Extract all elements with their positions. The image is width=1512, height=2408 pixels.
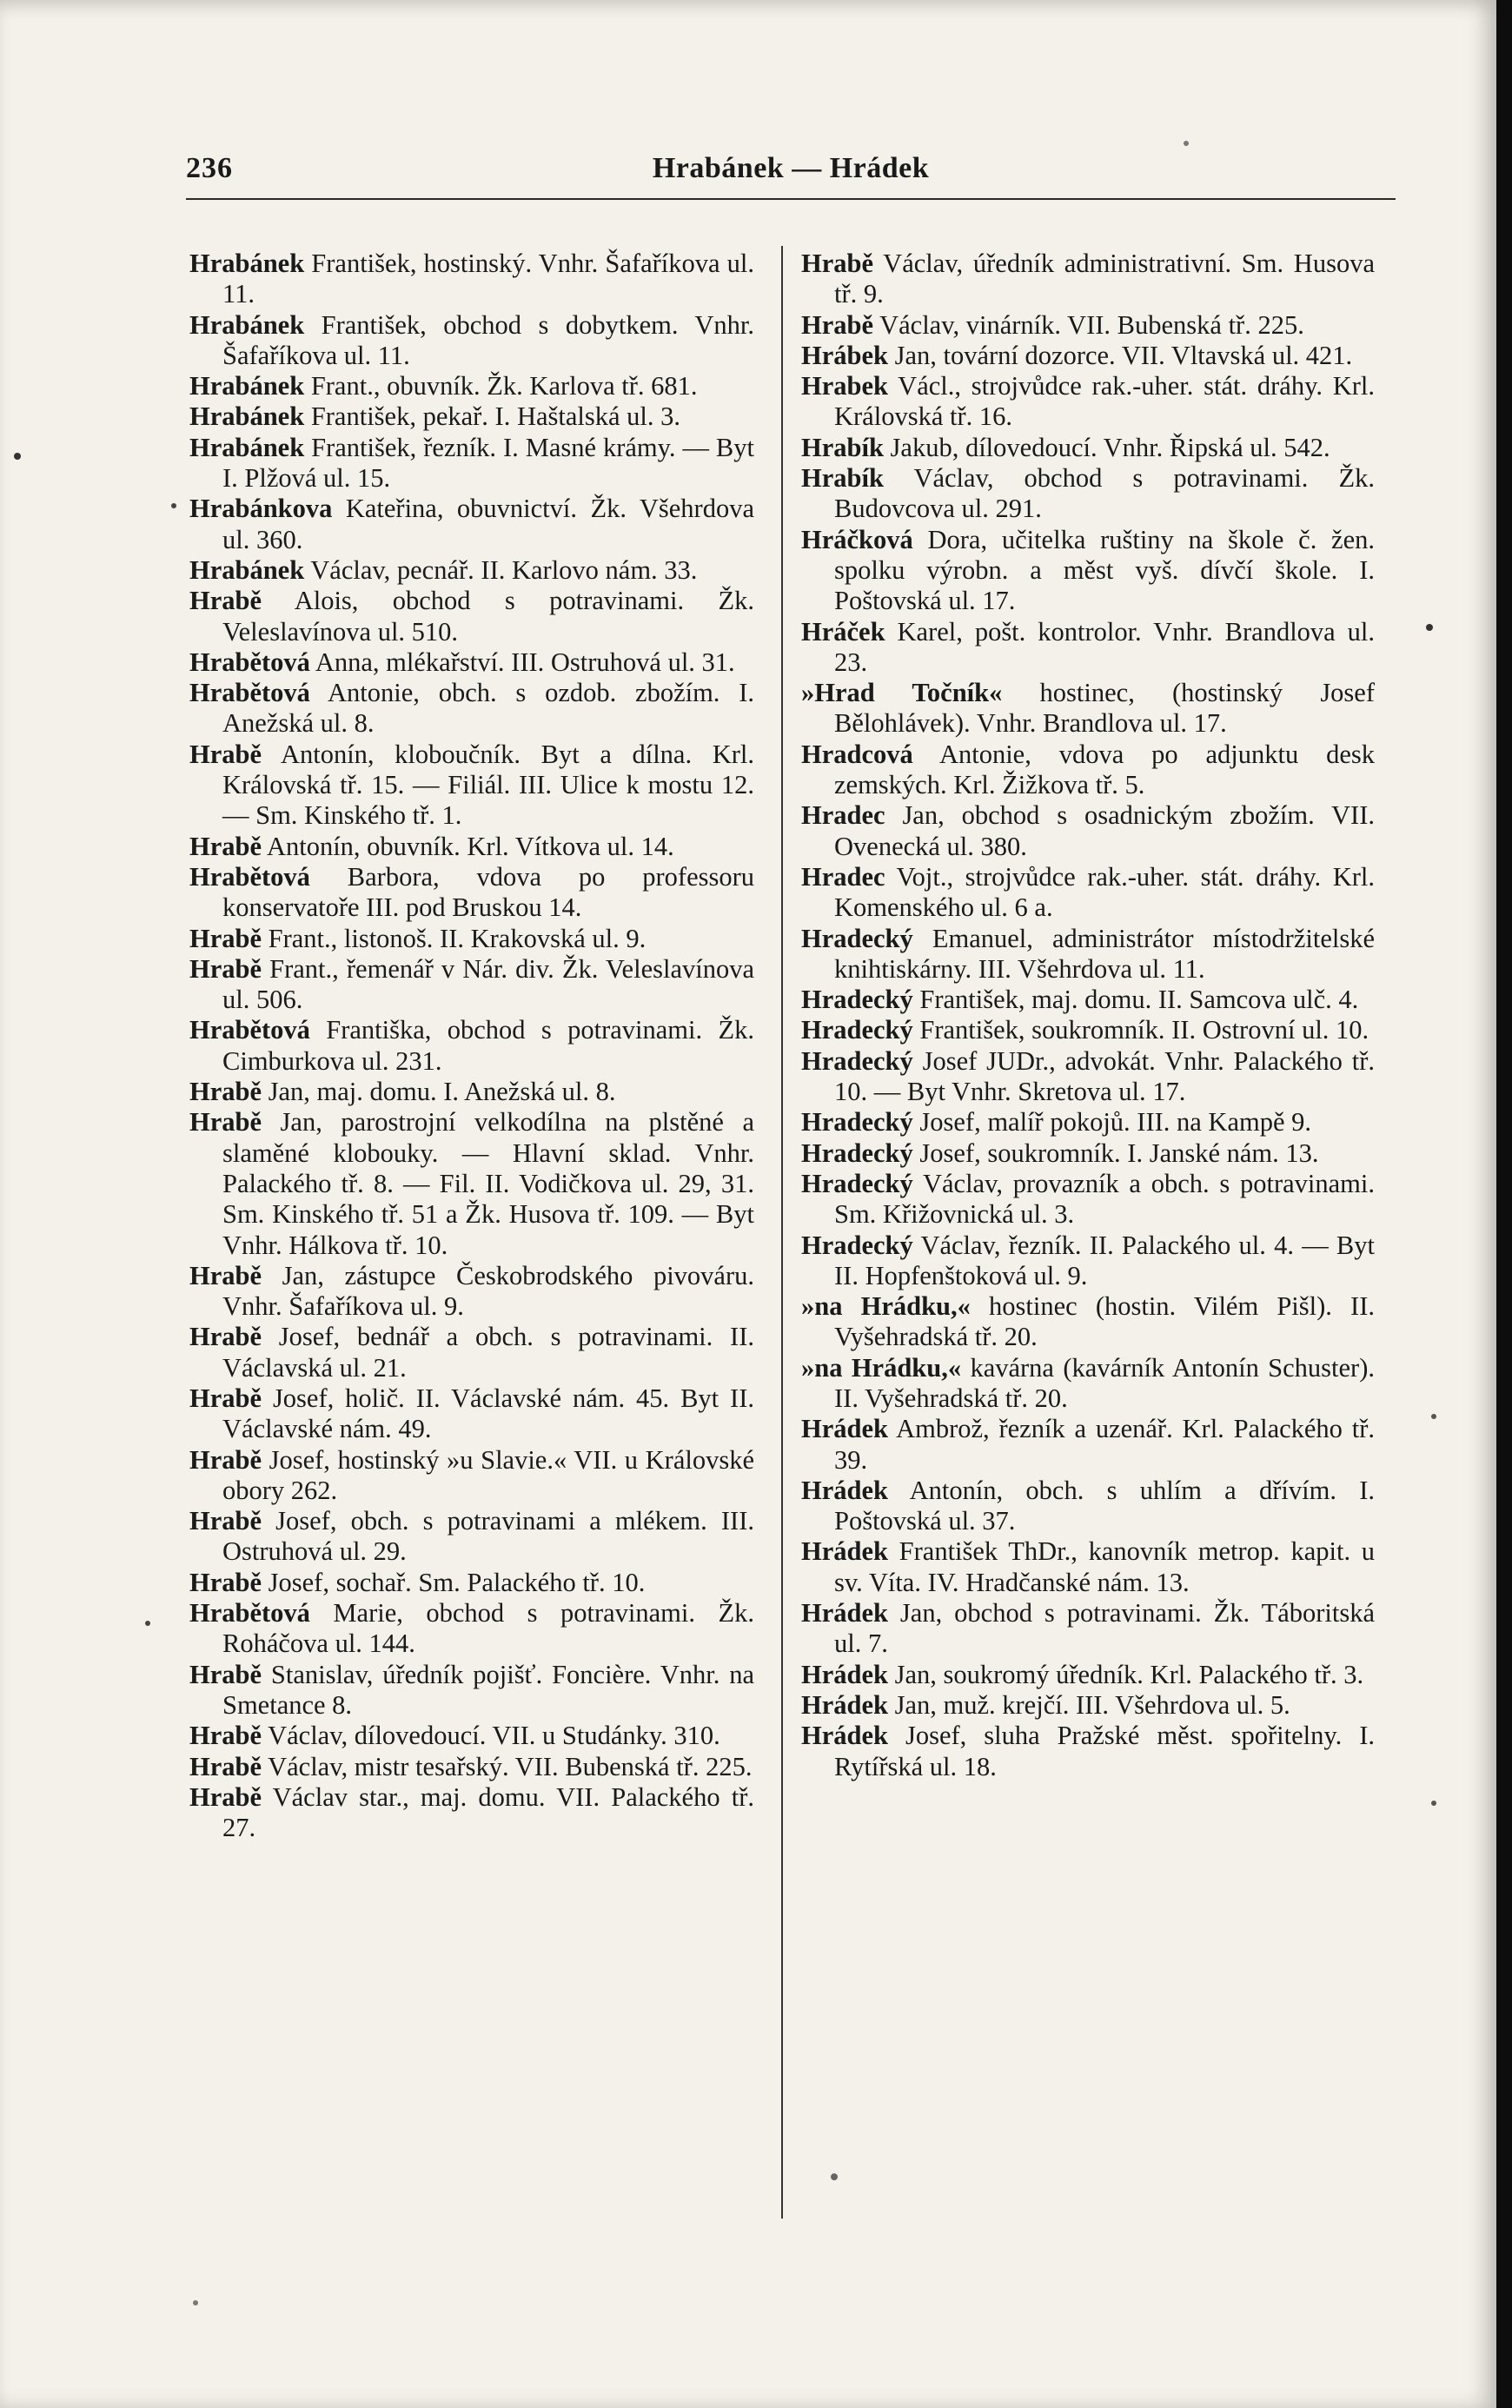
entry-details: Antonie, obch. s ozdob. zbožím. I. Anežská ul. 8. — [222, 678, 754, 739]
entry-surname: Hrabánek — [189, 554, 305, 585]
entry-details: Josef, sochař. Sm. Palackého tř. 10. — [262, 1567, 646, 1597]
entry-details: František, soukromník. II. Ostrovní ul. 10. — [912, 1015, 1369, 1045]
entry-details: Františka, obchod s potravinami. Žk. Cimburkova ul. 231. — [222, 1015, 754, 1076]
directory-entry — [801, 678, 1375, 740]
entry-surname: Hrabánek — [189, 401, 305, 432]
directory-entry — [189, 1721, 754, 1751]
directory-entry — [801, 1107, 1375, 1138]
directory-entry — [189, 433, 754, 494]
entry-details: Jan, zástupce Českobrodského pivováru. Vnhr. Šafaříkova ul. 9. — [222, 1260, 754, 1322]
directory-entry — [801, 1690, 1375, 1721]
directory-entry — [189, 494, 754, 555]
running-head: Hrabánek — Hrádek — [652, 152, 930, 184]
entry-details: František, řezník. I. Masné krámy. — Byt I. Plžová ul. 15. — [222, 432, 754, 494]
directory-entry — [801, 249, 1375, 310]
directory-entry — [801, 1414, 1375, 1476]
entry-details: Václav, vinárník. VII. Bubenská tř. 225. — [873, 309, 1304, 340]
directory-entry — [189, 1598, 754, 1660]
directory-entry — [189, 555, 754, 586]
entry-surname: Hrádek — [801, 1689, 888, 1720]
directory-entry — [189, 1752, 754, 1782]
entry-details: Barbora, vdova po professoru konservatoře III. pod Bruskou 14. — [222, 861, 754, 923]
directory-entry — [801, 1231, 1375, 1292]
entry-surname: Hrabě — [189, 1659, 262, 1689]
entry-surname: Hradecký — [801, 1168, 913, 1198]
entry-surname: Hrabánek — [189, 432, 305, 462]
entry-details: František, maj. domu. II. Samcova ulč. 4. — [912, 985, 1359, 1015]
entry-details: Václav, provazník a obch. s potravinami. Sm. Křižovnická ul. 3. — [834, 1168, 1375, 1230]
page-number: 236 — [186, 152, 233, 184]
entry-surname: Hrádek — [801, 1536, 888, 1567]
entry-surname: Hradecký — [801, 1015, 913, 1045]
entry-surname: Hrabě — [189, 1781, 262, 1812]
entry-surname: Hrabánek — [189, 249, 305, 278]
entry-details: Antonie, vdova po adjunktu desk zemských. Krl. Žižkova tř. 5. — [834, 739, 1375, 800]
directory-entry — [801, 1046, 1375, 1108]
entry-details: Václav, obchod s potravinami. Žk. Budovcova ul. 291. — [834, 463, 1375, 524]
entry-surname: Hrabě — [189, 1444, 262, 1475]
entry-surname: Hrabětová — [189, 678, 310, 708]
entry-surname: Hradecký — [801, 1138, 913, 1168]
directory-entry — [189, 740, 754, 832]
directory-entry — [189, 1322, 754, 1383]
entry-surname: Hrabě — [801, 309, 874, 340]
entry-details: Josef, soukromník. I. Janské nám. 13. — [912, 1138, 1319, 1168]
directory-entry — [189, 954, 754, 1016]
entry-surname: Hrabě — [189, 923, 262, 953]
speck — [1184, 141, 1189, 146]
entry-surname: »Hrad Točník« — [801, 678, 1003, 708]
directory-entry — [801, 1138, 1375, 1169]
directory-entry — [801, 1721, 1375, 1782]
entry-surname: Hrabánkova — [189, 494, 333, 524]
directory-entry — [189, 1261, 754, 1323]
entry-details: Marie, obchod s potravinami. Žk. Roháčova ul. 144. — [222, 1598, 754, 1659]
entry-details: Josef, obch. s potravinami a mlékem. III. Ostruhová ul. 29. — [222, 1506, 754, 1567]
directory-entry — [189, 249, 754, 310]
entry-surname: Hrabě — [189, 1107, 262, 1138]
entry-surname: »na Hrádku,« — [801, 1352, 962, 1383]
entry-details: Jan, muž. krejčí. III. Všehrdova ul. 5. — [887, 1689, 1290, 1720]
directory-entry — [801, 862, 1375, 924]
directory-entry — [189, 1077, 754, 1107]
entry-details: Frant., obuvník. Žk. Karlova tř. 681. — [304, 371, 698, 401]
entry-details: Antonín, obch. s uhlím a dřívím. I. Poštovská ul. 37. — [834, 1475, 1375, 1536]
entry-details: Vojt., strojvůdce rak.-uher. stát. dráhy. Krl. Komenského ul. 6 a. — [834, 861, 1375, 923]
entry-surname: Hrádek — [801, 1598, 888, 1629]
entry-surname: Hrabě — [189, 1751, 262, 1781]
directory-entry — [189, 924, 754, 954]
left-column — [189, 249, 754, 1843]
directory-entry — [189, 1107, 754, 1260]
entry-surname: Hrabě — [189, 831, 262, 861]
speck — [1426, 624, 1433, 631]
entry-surname: Hrabě — [189, 1077, 262, 1107]
entry-details: kavárna (kavárník Antonín Schuster). II. Vyšehradská tř. 20. — [834, 1352, 1375, 1413]
entry-surname: Hrabě — [189, 953, 262, 984]
entry-details: Kateřina, obuvnictví. Žk. Všehrdova ul. 360. — [222, 494, 754, 554]
column-divider — [781, 246, 783, 2219]
entry-surname: Hrabě — [189, 1506, 262, 1536]
entry-details: Josef, holič. II. Václavské nám. 45. Byt II. Václavské nám. 49. — [222, 1383, 754, 1444]
directory-entry — [801, 800, 1375, 862]
directory-entry — [189, 1782, 754, 1844]
directory-entry — [189, 1660, 754, 1721]
entry-surname: Hrabánek — [189, 309, 305, 340]
entry-surname: Hrabě — [189, 1721, 262, 1751]
entry-details: Ambrož, řezník a uzenář. Krl. Palackého tř. 39. — [834, 1414, 1375, 1475]
entry-details: Stanislav, úředník pojišť. Foncière. Vnhr. na Smetance 8. — [222, 1659, 754, 1720]
directory-entry — [189, 586, 754, 647]
directory-entry — [801, 617, 1375, 679]
entry-details: František, obchod s dobytkem. Vnhr. Šafaříkova ul. 11. — [222, 309, 754, 370]
entry-surname: Hrabík — [801, 463, 884, 494]
directory-entry — [801, 1598, 1375, 1660]
directory-entry — [189, 1568, 754, 1598]
directory-entry — [801, 740, 1375, 801]
directory-entry — [189, 678, 754, 740]
directory-entry — [189, 1015, 754, 1077]
directory-entry — [801, 1536, 1375, 1598]
entry-details: Karel, pošt. kontrolor. Vnhr. Brandlova ul. 23. — [834, 616, 1375, 677]
directory-entry — [189, 1506, 754, 1568]
entry-surname: Hradecký — [801, 1107, 913, 1138]
directory-entry — [189, 310, 754, 372]
entry-details: hostinec, (hostinský Josef Bělohlávek). Vnhr. Brandlova ul. 17. — [834, 678, 1375, 739]
directory-entry — [801, 463, 1375, 525]
entry-surname: Hrabek — [801, 371, 888, 401]
entry-details: hostinec (hostin. Vilém Pišl). II. Vyšehradská tř. 20. — [834, 1291, 1375, 1352]
entry-surname: Hrabánek — [189, 371, 305, 401]
entry-details: Frant., řemenář v Nár. div. Žk. Veleslavínova ul. 506. — [222, 953, 754, 1015]
entry-surname: Hrabětová — [189, 1598, 310, 1629]
entry-details: Antonín, kloboučník. Byt a dílna. Krl. Královská tř. 15. — Filiál. III. Ulice k mostu 12. — Sm. Kinského tř. 1. — [222, 739, 754, 831]
page-header — [186, 152, 1396, 196]
entry-details: Josef, sluha Pražské měst. spořitelny. I. Rytířská ul. 18. — [834, 1721, 1375, 1781]
entry-surname: Hrádek — [801, 1414, 888, 1444]
directory-entry — [801, 1353, 1375, 1415]
entry-surname: Hrabík — [801, 432, 884, 462]
speck — [145, 1621, 150, 1626]
entry-details: Jan, parostrojní velkodílna na plstěné a slaměné klobouky. — Hlavní sklad. Vnhr. Palackého tř. 8. — Fil. II. Vodičkova ul. 29, 31. Sm. Kinského tř. 51 a Žk. Husova tř. 109. — Byt Vnhr. Hálkova tř. 10. — [222, 1107, 754, 1260]
entry-surname: Hradecký — [801, 985, 913, 1015]
directory-entry — [801, 1660, 1375, 1690]
entry-details: Václ., strojvůdce rak.-uher. stát. dráhy. Krl. Královská tř. 16. — [834, 371, 1375, 432]
entry-details: Václav star., maj. domu. VII. Palackého tř. 27. — [222, 1781, 754, 1843]
entry-details: František ThDr., kanovník metrop. kapit. u sv. Víta. IV. Hradčanské nám. 13. — [834, 1536, 1375, 1597]
entry-surname: Hradecký — [801, 923, 913, 953]
entry-details: Anna, mlékařství. III. Ostruhová ul. 31. — [309, 647, 735, 677]
right-column — [801, 249, 1375, 1782]
entry-details: Jan, maj. domu. I. Anežská ul. 8. — [262, 1077, 616, 1107]
directory-entry — [189, 1445, 754, 1507]
entry-details: Jakub, dílovedoucí. Vnhr. Řipská ul. 542. — [883, 432, 1330, 462]
entry-surname: Hrádek — [801, 1659, 888, 1689]
entry-details: Emanuel, administrátor místodržitelské knihtiskárny. III. Všehrdova ul. 11. — [834, 923, 1375, 984]
speck — [831, 2173, 838, 2180]
entry-surname: Hrabětová — [189, 647, 310, 677]
directory-entry — [189, 1383, 754, 1445]
directory-entry — [189, 401, 754, 432]
entry-details: Antonín, obuvník. Krl. Vítkova ul. 14. — [262, 831, 674, 861]
entry-surname: Hráček — [801, 616, 885, 647]
entry-details: Jan, obchod s osadnickým zbožím. VII. Ovenecká ul. 380. — [834, 800, 1375, 861]
entry-details: Jan, soukromý úředník. Krl. Palackého tř. 3. — [887, 1659, 1364, 1689]
directory-entry — [801, 525, 1375, 617]
entry-details: Josef, hostinský »u Slavie.« VII. u Královské obory 262. — [222, 1444, 754, 1505]
entry-surname: Hradcová — [801, 739, 913, 769]
entry-details: Frant., listonoš. II. Krakovská ul. 9. — [262, 923, 647, 953]
directory-entry — [801, 985, 1375, 1015]
entry-surname: Hrádek — [801, 1475, 888, 1505]
directory-entry — [801, 371, 1375, 433]
directory-entry — [801, 1015, 1375, 1045]
entry-surname: Hradec — [801, 800, 885, 831]
entry-surname: Hrabětová — [189, 861, 310, 892]
entry-surname: Hrabě — [189, 1383, 262, 1413]
entry-details: Václav, mistr tesařský. VII. Bubenská tř. 225. — [262, 1751, 753, 1781]
entry-surname: Hradecký — [801, 1045, 913, 1076]
directory-entry — [801, 341, 1375, 371]
entry-details: Josef JUDr., advokát. Vnhr. Palackého tř. 10. — Byt Vnhr. Skretova ul. 17. — [834, 1045, 1375, 1107]
entry-surname: Hrabě — [189, 1260, 262, 1290]
entry-details: Václav, pecnář. II. Karlovo nám. 33. — [304, 554, 698, 585]
entry-surname: Hrabě — [189, 739, 262, 769]
entry-details: Josef, bednář a obch. s potravinami. II. Václavská ul. 21. — [222, 1322, 754, 1383]
speck — [1431, 1414, 1436, 1419]
directory-entry — [801, 1169, 1375, 1231]
entry-surname: »na Hrádku,« — [801, 1291, 971, 1322]
entry-surname: Hrabě — [189, 1322, 262, 1352]
directory-entry — [801, 1476, 1375, 1537]
speck — [193, 2300, 198, 2305]
entry-details: Dora, učitelka ruštiny na škole č. žen. spolku výrobn. a měst vyš. dívčí škole. I. Poštovská ul. 17. — [834, 524, 1375, 616]
entry-details: Josef, malíř pokojů. III. na Kampě 9. — [912, 1107, 1311, 1138]
entry-surname: Hradecký — [801, 1230, 913, 1260]
directory-entry — [801, 1291, 1375, 1353]
directory-entry — [801, 310, 1375, 341]
entry-details: František, pekař. I. Haštalská ul. 3. — [304, 401, 681, 432]
directory-entry — [189, 832, 754, 862]
entry-surname: Hrabě — [801, 249, 874, 278]
entry-surname: Hrádek — [801, 1721, 888, 1751]
directory-entry — [189, 862, 754, 924]
entry-details: František, hostinský. Vnhr. Šafaříkova ul. 11. — [222, 249, 754, 309]
entry-surname: Hrabě — [189, 586, 262, 616]
speck — [171, 503, 176, 508]
entry-surname: Hrábek — [801, 340, 888, 370]
directory-entry — [801, 433, 1375, 463]
entry-details: Alois, obchod s potravinami. Žk. Veleslavínova ul. 510. — [222, 586, 754, 647]
entry-surname: Hrabě — [189, 1567, 262, 1597]
entry-surname: Hráčková — [801, 524, 913, 554]
entry-details: Jan, tovární dozorce. VII. Vltavská ul. 421. — [887, 340, 1353, 370]
entry-surname: Hradec — [801, 861, 885, 892]
speck — [14, 453, 21, 460]
directory-entry — [189, 647, 754, 678]
entry-details: Václav, dílovedoucí. VII. u Studánky. 310. — [262, 1721, 720, 1751]
header-rule — [186, 198, 1396, 200]
entry-details: Jan, obchod s potravinami. Žk. Táboritská ul. 7. — [834, 1598, 1375, 1659]
entry-details: Václav, řezník. II. Palackého ul. 4. — Byt II. Hopfenštoková ul. 9. — [834, 1230, 1375, 1290]
entry-surname: Hrabětová — [189, 1015, 310, 1045]
directory-entry — [801, 924, 1375, 985]
entry-details: Václav, úředník administrativní. Sm. Husova tř. 9. — [834, 249, 1375, 309]
speck — [1431, 1801, 1436, 1806]
directory-entry — [189, 371, 754, 401]
